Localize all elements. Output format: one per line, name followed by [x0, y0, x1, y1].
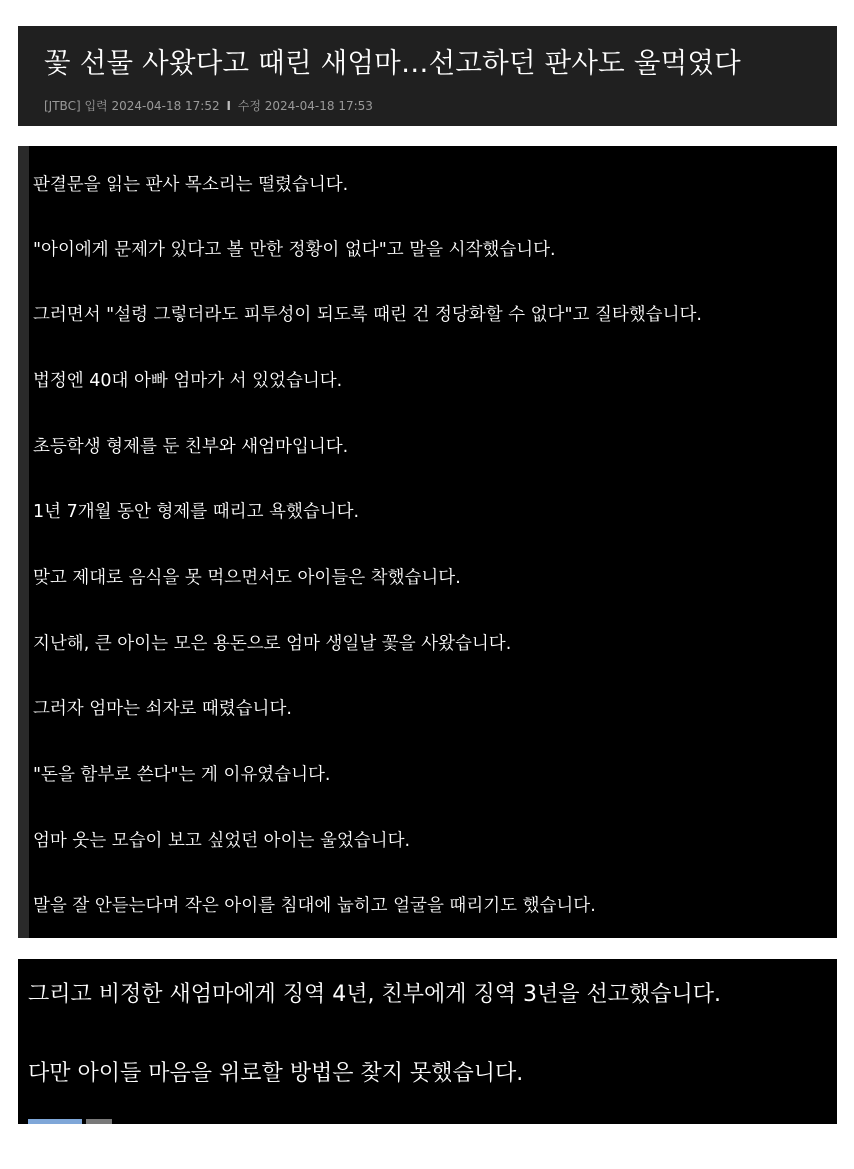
edit-label: 수정: [237, 99, 261, 113]
edit-time: 2024-04-18 17:53: [264, 99, 373, 113]
article-paragraph: 초등학생 형제를 둔 친부와 새엄마입니다.: [33, 437, 349, 457]
article-paragraph: 엄마 웃는 모습이 보고 싶었던 아이는 울었습니다.: [33, 831, 411, 851]
article-paragraph: 1년 7개월 동안 형제를 때리고 욕했습니다.: [33, 502, 360, 522]
news-source: [JTBC]: [44, 99, 81, 113]
article-paragraph: 그러자 엄마는 쇠자로 때렸습니다.: [33, 699, 292, 719]
input-label: 입력: [84, 99, 108, 113]
closing-paragraph: 다만 아이들 마음을 위로할 방법은 찾지 못했습니다.: [28, 1061, 524, 1086]
article-paragraph: "아이에게 문제가 있다고 볼 만한 정황이 없다"고 말을 시작했습니다.: [33, 240, 556, 260]
article-paragraph: 판결문을 읽는 판사 목소리는 떨렸습니다.: [33, 175, 349, 195]
article-paragraph: 맞고 제대로 음식을 못 먹으면서도 아이들은 착했습니다.: [33, 568, 461, 588]
headline-title: 꽃 선물 사왔다고 때린 새엄마…선고하던 판사도 울먹였다: [44, 47, 741, 79]
headline-meta: [44, 97, 373, 114]
article-paragraph: 법정엔 40대 아빠 엄마가 서 있었습니다.: [33, 371, 343, 391]
article-paragraph: 지난해, 큰 아이는 모은 용돈으로 엄마 생일날 꽃을 사왔습니다.: [33, 634, 512, 654]
cutoff-text-fragment: [86, 1119, 112, 1124]
article-body: [18, 146, 837, 938]
selection-highlight: [28, 1119, 82, 1124]
headline-block: [18, 26, 837, 126]
article-paragraph: "돈을 함부로 쓴다"는 게 이유였습니다.: [33, 765, 331, 785]
article-paragraph: 그러면서 "설령 그렇더라도 피투성이 되도록 때린 건 정당화할 수 없다"고 질타했습니다.: [33, 305, 702, 325]
article-paragraph: 말을 잘 안듣는다며 작은 아이를 침대에 눕히고 얼굴을 때리기도 했습니다.: [33, 896, 596, 916]
closing-section: [18, 959, 837, 1124]
meta-separator: I: [226, 99, 231, 113]
closing-paragraph: 그리고 비정한 새엄마에게 징역 4년, 친부에게 징역 3년을 선고했습니다.: [28, 982, 721, 1007]
input-time: 2024-04-18 17:52: [111, 99, 220, 113]
